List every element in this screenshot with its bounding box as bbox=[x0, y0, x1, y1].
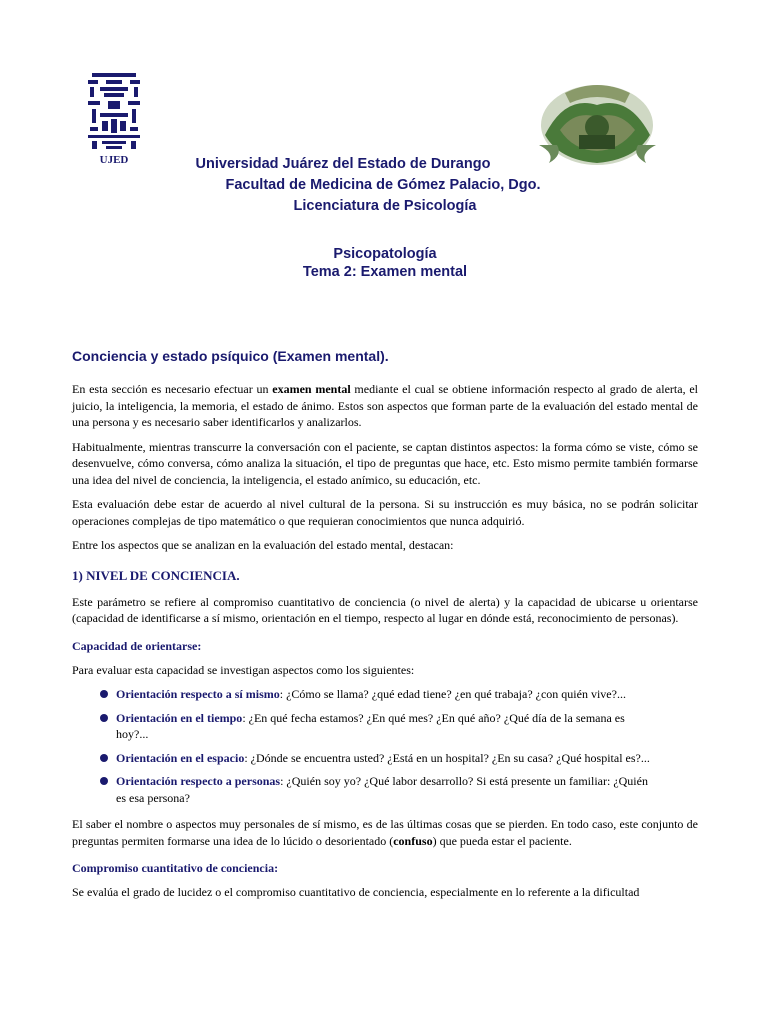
bullet-icon bbox=[100, 777, 108, 785]
nivel-paragraph-1: Este parámetro se refiere al compromiso cuantitativo de conciencia (o nivel de alerta) y la capacidad de ubicarse u orientarse (capacidad de identificarse a sí mismo, orientación en el tiempo, respecto al lugar en dónde está, reconocimiento de personas). bbox=[72, 594, 698, 625]
logo-left-text: UJED bbox=[99, 154, 129, 166]
intro-paragraph-4: Entre los aspectos que se analizan en la evaluación del estado mental, destacan: bbox=[72, 538, 454, 552]
intro-paragraph-3: Esta evaluación debe estar de acuerdo al nivel cultural de la persona. Si su instrucción es muy básica, no se podrán solicitar operaciones complejas de tipo matemático o que requieran conocimientos que nunca adquirió. bbox=[72, 497, 698, 528]
section-title: Conciencia y estado psíquico (Examen mental). bbox=[72, 348, 389, 364]
list-item-term: Orientación respecto a personas bbox=[116, 774, 281, 788]
list-item-text: : ¿En qué fecha estamos? ¿En qué mes? ¿En qué año? ¿Qué día de la semana es hoy?... bbox=[116, 710, 625, 741]
faculty-name: Facultad de Medicina de Gómez Palacio, Dgo. bbox=[225, 177, 541, 193]
nivel-heading: 1) NIVEL DE CONCIENCIA. bbox=[72, 567, 240, 583]
document-header bbox=[100, 154, 670, 217]
document-body bbox=[72, 348, 698, 909]
orientation-subheading: Capacidad de orientarse: bbox=[72, 638, 202, 653]
nivel-paragraph-2: Para evaluar esta capacidad se investigan aspectos como los siguientes: bbox=[72, 662, 415, 677]
university-name: Universidad Juárez del Estado de Durango bbox=[195, 156, 491, 172]
subject-title: Psicopatología bbox=[333, 246, 437, 262]
bullet-icon bbox=[100, 690, 108, 698]
subject-block bbox=[100, 245, 670, 281]
intro-paragraph-2: Habitualmente, mientras transcurre la conversación con el paciente, se captan distintos aspectos: la forma cómo se viste, cómo se desenvuelve, cómo conversa, cómo analiza la situación, el tipo de preguntas que hace, etc. Esto mismo permite también formarse una idea del nivel de conciencia, la inteligencia, el estado anímico, su educación, etc. bbox=[72, 439, 698, 487]
nivel-p3-after: ) que pueda estar el paciente. bbox=[432, 833, 572, 848]
bullet-icon bbox=[100, 754, 108, 762]
list-item bbox=[116, 710, 656, 743]
intro-p1-after: mediante el cual se obtiene información respecto al grado de alerta, el juicio, la inteligencia, la memoria, el estado de ánimo. Estos son aspectos que forman parte de la evaluación del estado mental de una persona y es necesario saber identificarlos y analizarlos. bbox=[72, 382, 699, 429]
list-item-text: : ¿Dónde se encuentra usted? ¿Está en un hospital? ¿En su casa? ¿Qué hospital es?... bbox=[244, 750, 650, 765]
compromiso-subheading: Compromiso cuantitativo de conciencia: bbox=[72, 861, 279, 875]
bullet-icon bbox=[100, 714, 108, 722]
nivel-paragraph-3 bbox=[72, 816, 698, 849]
list-item bbox=[116, 750, 656, 767]
program-name: Licenciatura de Psicología bbox=[293, 198, 477, 214]
list-item-term: Orientación en el tiempo bbox=[116, 710, 243, 725]
list-item-text: : ¿Cómo se llama? ¿qué edad tiene? ¿en qué trabaja? ¿con quién vive?... bbox=[279, 687, 626, 701]
topic-title: Tema 2: Examen mental bbox=[302, 264, 468, 280]
nivel-paragraph-4: Se evalúa el grado de lucidez o el compromiso cuantitativo de conciencia, especialmente en lo referente a la dificultad bbox=[72, 885, 640, 899]
intro-paragraph-1 bbox=[72, 381, 698, 431]
list-item bbox=[116, 773, 656, 806]
ujed-logo bbox=[86, 71, 142, 167]
orientation-list bbox=[72, 686, 656, 806]
intro-p1-bold-term: examen mental bbox=[272, 382, 351, 396]
intro-p1-before: En esta sección es necesario efectuar un bbox=[72, 382, 273, 396]
list-item-term: Orientación respecto a sí mismo bbox=[116, 687, 280, 701]
list-item-term: Orientación en el espacio bbox=[116, 750, 245, 765]
list-item bbox=[116, 686, 656, 703]
list-item-text: : ¿Quién soy yo? ¿Qué labor desarrollo? Si está presente un familiar: ¿Quién es esa persona? bbox=[116, 774, 648, 805]
nivel-p3-bold-term: confuso bbox=[393, 833, 433, 848]
nivel-p3-before: El saber el nombre o aspectos muy personales de sí mismo, es de las últimas cosas que se pierden. En todo caso, este conjunto de preguntas permiten formarse una idea de lo lúcido o desorientado ( bbox=[72, 817, 698, 848]
